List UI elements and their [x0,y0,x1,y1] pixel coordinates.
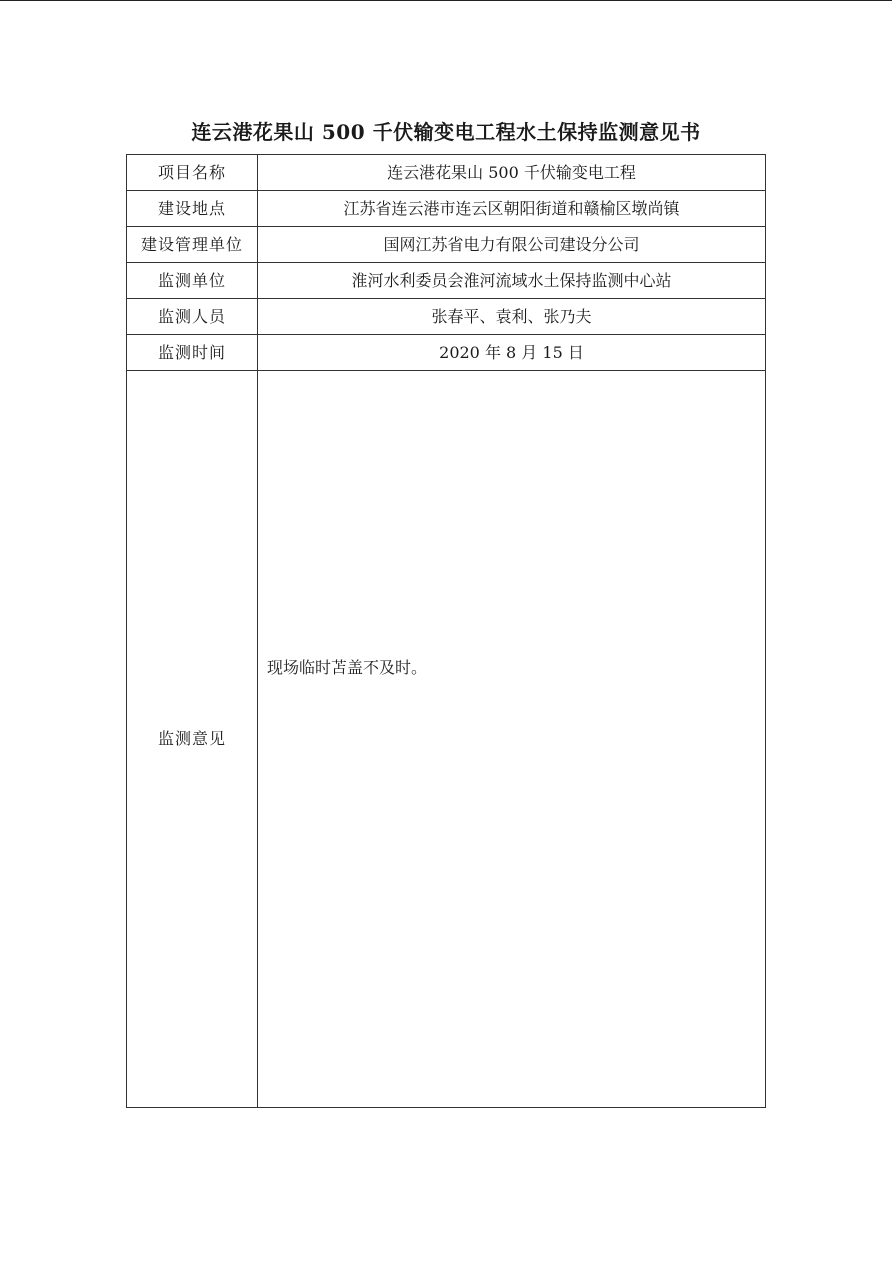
row-value-monitoring-date: 2020 年 8 月 15 日 [258,335,766,371]
table-row [127,191,766,227]
table-row [127,335,766,371]
monitoring-info-table [126,154,766,1108]
row-label-construction-site: 建设地点 [127,191,258,227]
row-value-monitoring-staff: 张春平、袁利、张乃夫 [258,299,766,335]
table-row-opinion [127,371,766,1108]
table-row [127,263,766,299]
table-row [127,299,766,335]
page-top-border [0,0,892,1]
table-row [127,227,766,263]
table-row [127,155,766,191]
row-label-monitoring-unit: 监测单位 [127,263,258,299]
document-title: 连云港花果山 500 千伏输变电工程水土保持监测意见书 [191,120,701,144]
row-value-monitoring-opinion [258,371,766,1108]
row-label-project-name: 项目名称 [127,155,258,191]
row-label-monitoring-date: 监测时间 [127,335,258,371]
row-value-monitoring-unit: 淮河水利委员会淮河流域水土保持监测中心站 [258,263,766,299]
row-label-monitoring-staff: 监测人员 [127,299,258,335]
row-value-management-unit: 国网江苏省电力有限公司建设分公司 [258,227,766,263]
row-label-monitoring-opinion: 监测意见 [127,371,258,1108]
row-value-project-name: 连云港花果山 500 千伏输变电工程 [258,155,766,191]
row-value-construction-site: 江苏省连云港市连云区朝阳街道和赣榆区墩尚镇 [258,191,766,227]
monitoring-opinion-text: 现场临时苫盖不及时。 [267,658,428,677]
row-label-management-unit: 建设管理单位 [127,227,258,263]
